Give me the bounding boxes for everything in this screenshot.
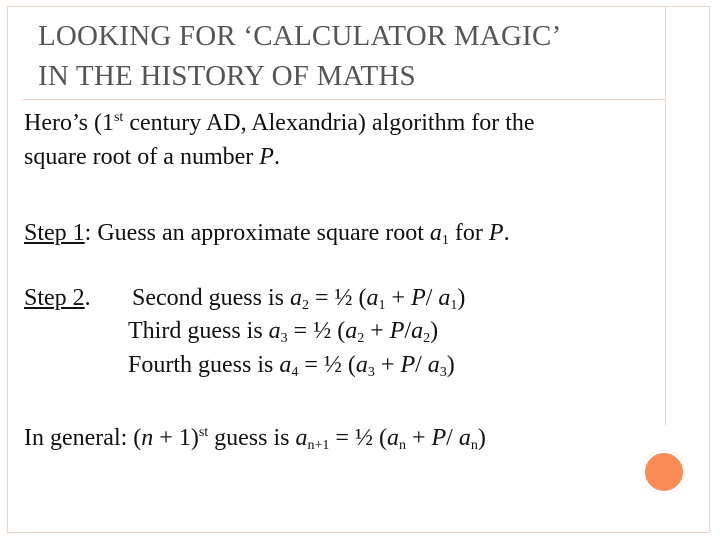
general-line xyxy=(24,425,486,454)
general-mid: guess is xyxy=(208,425,296,451)
general-sup: st xyxy=(198,425,209,440)
title-line-1: LOOKING FOR ‘CALCULATOR MAGIC’ xyxy=(38,20,562,52)
general-plus1: + 1) xyxy=(153,425,199,451)
guess-p: P xyxy=(389,318,405,344)
guess-v: a xyxy=(279,352,292,378)
step2-label-line xyxy=(24,285,91,312)
guess-line xyxy=(128,318,438,347)
general-asub: n xyxy=(398,438,406,453)
intro-text-b: century AD, Alexandria) algorithm for the xyxy=(123,110,535,136)
step1-line xyxy=(24,220,510,249)
guess-plus: + xyxy=(374,352,401,378)
step1-end: . xyxy=(503,220,510,246)
guess-lead: Third guess is xyxy=(128,318,269,344)
guess-vsub: 3 xyxy=(280,331,288,346)
guess-a: a xyxy=(345,318,358,344)
guess-close: ) xyxy=(457,285,466,311)
guess-bsub: 1 xyxy=(450,298,458,313)
guess-v: a xyxy=(268,318,281,344)
step2-label: Step 2 xyxy=(24,285,85,311)
guess-lead: Fourth guess is xyxy=(128,352,280,378)
guess-bsub: 2 xyxy=(423,331,431,346)
guess-eq: = ½ ( xyxy=(309,285,367,311)
guess-b: a xyxy=(438,285,451,311)
guess-vsub: 4 xyxy=(291,365,299,380)
guess-eq: = ½ ( xyxy=(298,352,356,378)
general-lead: In general: ( xyxy=(24,425,142,451)
guess-p: P xyxy=(411,285,426,311)
step1-sub: 1 xyxy=(441,233,449,248)
intro-var-p: P xyxy=(259,144,274,170)
guess-vsub: 2 xyxy=(302,298,309,313)
right-divider xyxy=(665,6,666,426)
guess-line xyxy=(128,352,455,381)
guess-lead: Second guess is xyxy=(132,285,290,311)
general-vsub: n+1 xyxy=(307,438,330,453)
step1-var2: P xyxy=(488,220,504,246)
guess-slash: / xyxy=(404,318,412,344)
step1-text: : Guess an approximate square root xyxy=(84,220,430,246)
general-a: a xyxy=(386,425,399,451)
general-n: n xyxy=(141,425,154,451)
guess-line xyxy=(132,285,465,314)
intro-line-2 xyxy=(24,144,280,171)
title-line-2: IN THE HISTORY OF MATHS xyxy=(38,60,416,92)
general-p: P xyxy=(431,425,447,451)
guess-plus: + xyxy=(385,285,412,311)
step1-mid: for xyxy=(448,220,489,246)
general-bsub: n xyxy=(470,438,478,453)
slide-title xyxy=(38,16,658,96)
intro-text-a: Hero’s (1 xyxy=(24,110,114,136)
guess-eq: = ½ ( xyxy=(287,318,346,344)
general-v: a xyxy=(295,425,308,451)
guess-bsub: 3 xyxy=(439,365,447,380)
general-close: ) xyxy=(477,425,486,451)
guess-asub: 1 xyxy=(378,298,386,313)
guess-asub: 3 xyxy=(367,365,375,380)
general-slash: / xyxy=(446,425,459,451)
guess-asub: 2 xyxy=(357,331,365,346)
general-eq: = ½ ( xyxy=(329,425,387,451)
guess-slash: / xyxy=(425,285,439,311)
guess-p: P xyxy=(400,352,416,378)
guess-slash: / xyxy=(415,352,428,378)
intro-text-c: square root of a number xyxy=(24,144,260,170)
guess-b: a xyxy=(411,318,424,344)
intro-period: . xyxy=(273,144,280,170)
intro-line-1 xyxy=(24,110,535,137)
decorative-circle-icon xyxy=(642,450,686,494)
intro-sup: st xyxy=(113,110,124,125)
general-plus: + xyxy=(405,425,432,451)
guess-a: a xyxy=(355,352,368,378)
title-divider xyxy=(22,99,665,100)
guess-a: a xyxy=(366,285,379,311)
step1-label: Step 1 xyxy=(24,220,85,246)
guess-b: a xyxy=(427,352,440,378)
guess-plus: + xyxy=(364,318,390,344)
guess-v: a xyxy=(290,285,302,311)
step1-var: a xyxy=(429,220,442,246)
guess-close: ) xyxy=(446,352,455,378)
general-b: a xyxy=(458,425,471,451)
step2-period: . xyxy=(84,285,91,311)
guess-close: ) xyxy=(430,318,439,344)
